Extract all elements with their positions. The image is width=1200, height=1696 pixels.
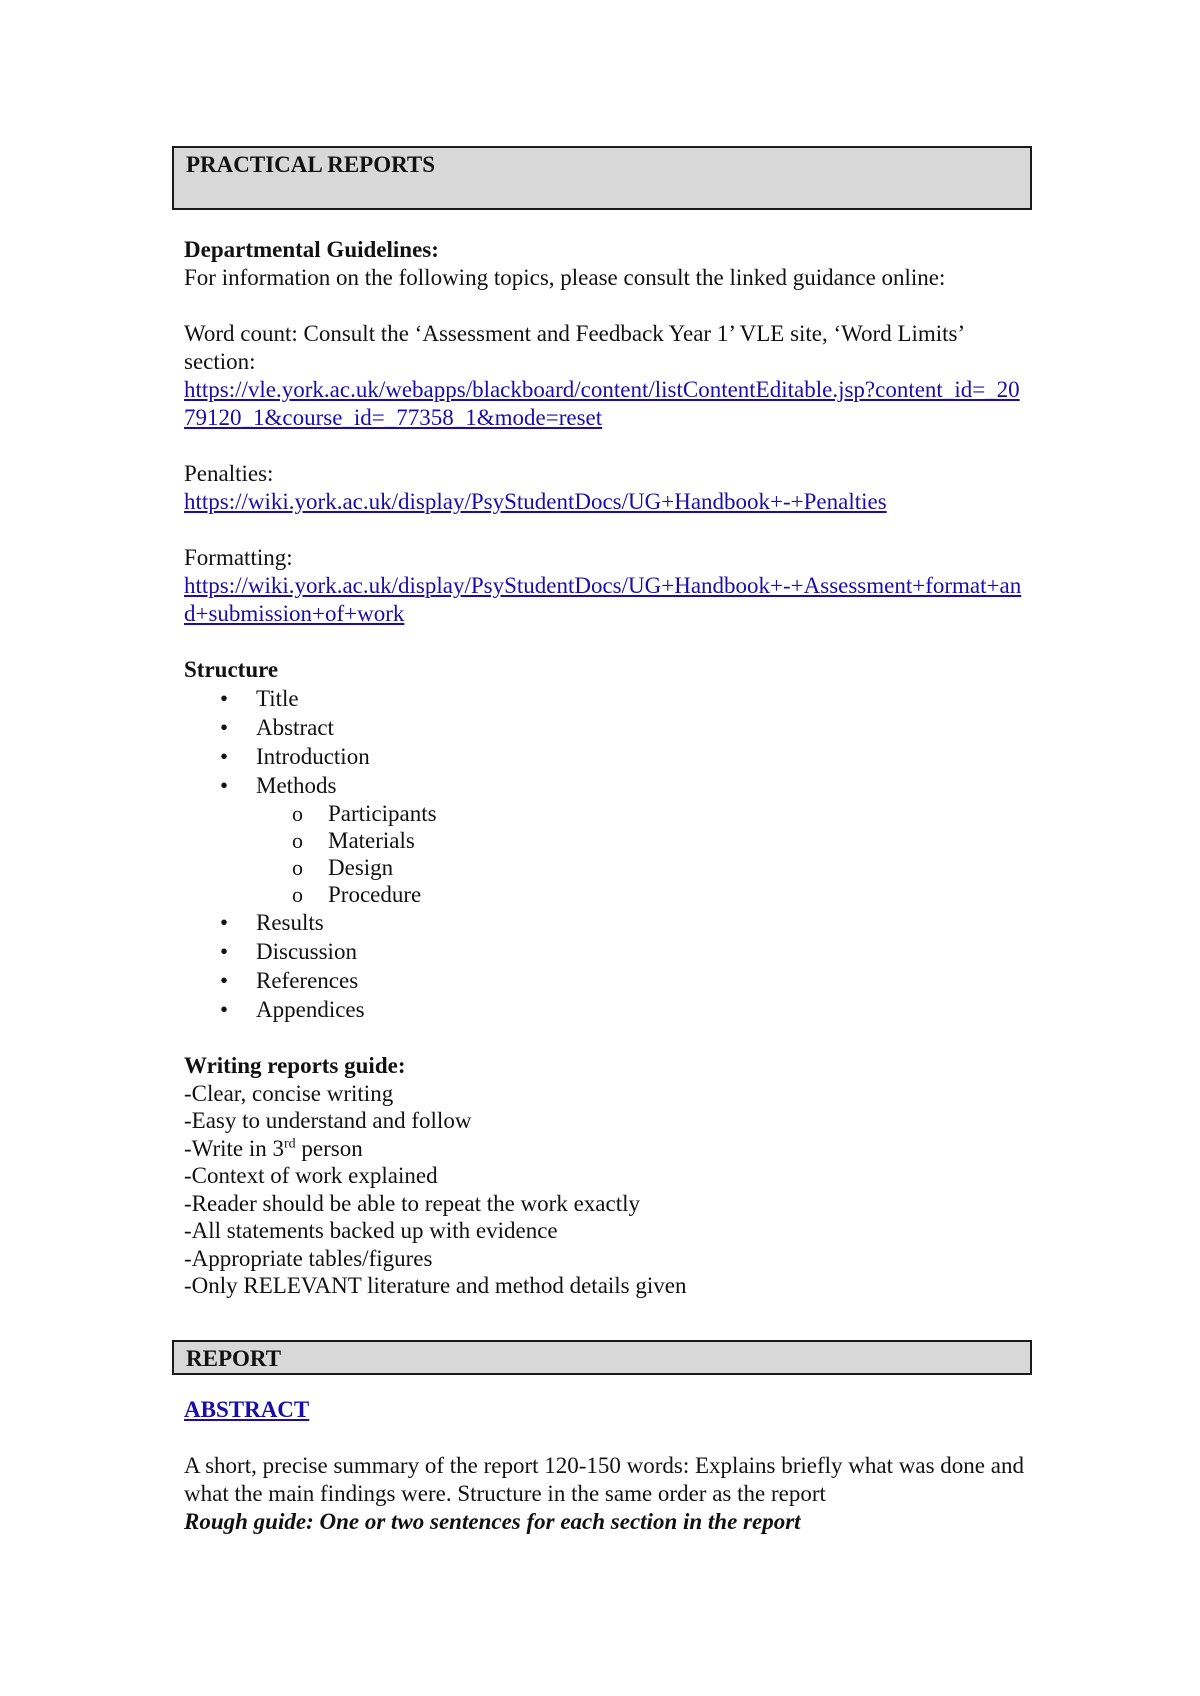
bullet-icon: • xyxy=(220,715,229,740)
list-item: • Title xyxy=(220,686,299,711)
bullet-icon: • xyxy=(220,939,229,964)
section-header-title: PRACTICAL REPORTS xyxy=(186,152,436,177)
methods-sublist xyxy=(256,800,1024,908)
penalties-label: Penalties: xyxy=(184,461,274,486)
writing-guide-heading: Writing reports guide: xyxy=(184,1053,406,1078)
writing-guide-line: -All statements backed up with evidence xyxy=(184,1218,558,1243)
writing-guide-line: -Write in 3rd person xyxy=(184,1135,363,1161)
word-count-text: Word count: Consult the ‘Assessment and Feedback Year 1’ VLE site, ‘Word Limits’ section: xyxy=(184,321,964,374)
list-item: • Abstract xyxy=(220,715,334,740)
list-item: • Discussion xyxy=(220,939,357,964)
bullet-icon: • xyxy=(220,997,229,1022)
section-header-report xyxy=(172,1340,1032,1375)
writing-guide-line: -Reader should be able to repeat the work exactly xyxy=(184,1190,640,1216)
document-body xyxy=(184,236,1024,1300)
abstract-rough-guide: Rough guide: One or two sentences for each section in the report xyxy=(184,1509,801,1534)
bullet-icon: • xyxy=(220,910,229,935)
bullet-icon: • xyxy=(220,968,229,993)
penalties-link[interactable]: https://wiki.york.ac.uk/display/PsyStudentDocs/UG+Handbook+-+Penalties xyxy=(184,489,887,514)
guidelines-heading: Departmental Guidelines: xyxy=(184,237,439,262)
section-header-practical-reports xyxy=(172,146,1032,210)
formatting-link[interactable]: https://wiki.york.ac.uk/display/PsyStudentDocs/UG+Handbook+-+Assessment+format+and+submission+of+work xyxy=(184,573,1022,626)
list-item: • Results xyxy=(220,910,324,935)
abstract-section xyxy=(184,1396,1024,1536)
list-item: o Participants xyxy=(292,801,437,826)
section-header-title: REPORT xyxy=(186,1346,282,1371)
abstract-text: A short, precise summary of the report 120-150 words: Explains briefly what was done and what the main findings were. Structure in the same order as the report xyxy=(184,1453,1024,1506)
list-item: • Methods xyxy=(220,773,337,798)
list-item: • References xyxy=(220,968,359,993)
list-item: o Design xyxy=(292,855,394,880)
structure-list xyxy=(184,684,1024,800)
writing-guide-line: -Only RELEVANT literature and method details given xyxy=(184,1273,687,1298)
writing-guide-line: -Easy to understand and follow xyxy=(184,1108,472,1133)
word-count-link[interactable]: https://vle.york.ac.uk/webapps/blackboard/content/listContentEditable.jsp?content_id=_2079120_1&course_id=_77358_1&mode=reset xyxy=(184,377,1020,430)
guidelines-intro: For information on the following topics, please consult the linked guidance online: xyxy=(184,265,946,290)
formatting-label: Formatting: xyxy=(184,545,293,570)
writing-guide-line: -Clear, concise writing xyxy=(184,1080,394,1106)
list-item: o Materials xyxy=(292,828,415,853)
bullet-icon: • xyxy=(220,744,229,769)
writing-guide-line: -Context of work explained xyxy=(184,1163,438,1188)
circle-bullet-icon: o xyxy=(292,801,303,826)
bullet-icon: • xyxy=(220,686,229,711)
circle-bullet-icon: o xyxy=(292,828,303,853)
bullet-icon: • xyxy=(220,773,229,798)
circle-bullet-icon: o xyxy=(292,855,303,880)
circle-bullet-icon: o xyxy=(292,882,303,907)
structure-heading: Structure xyxy=(184,657,279,682)
structure-list-continued xyxy=(184,908,1024,1024)
list-item: • Introduction xyxy=(220,744,370,769)
list-item: • Appendices xyxy=(220,997,365,1022)
abstract-title-link[interactable]: ABSTRACT xyxy=(184,1397,310,1422)
list-item: o Procedure xyxy=(292,882,422,907)
writing-guide-line: -Appropriate tables/figures xyxy=(184,1245,433,1271)
superscript: rd xyxy=(284,1135,296,1151)
